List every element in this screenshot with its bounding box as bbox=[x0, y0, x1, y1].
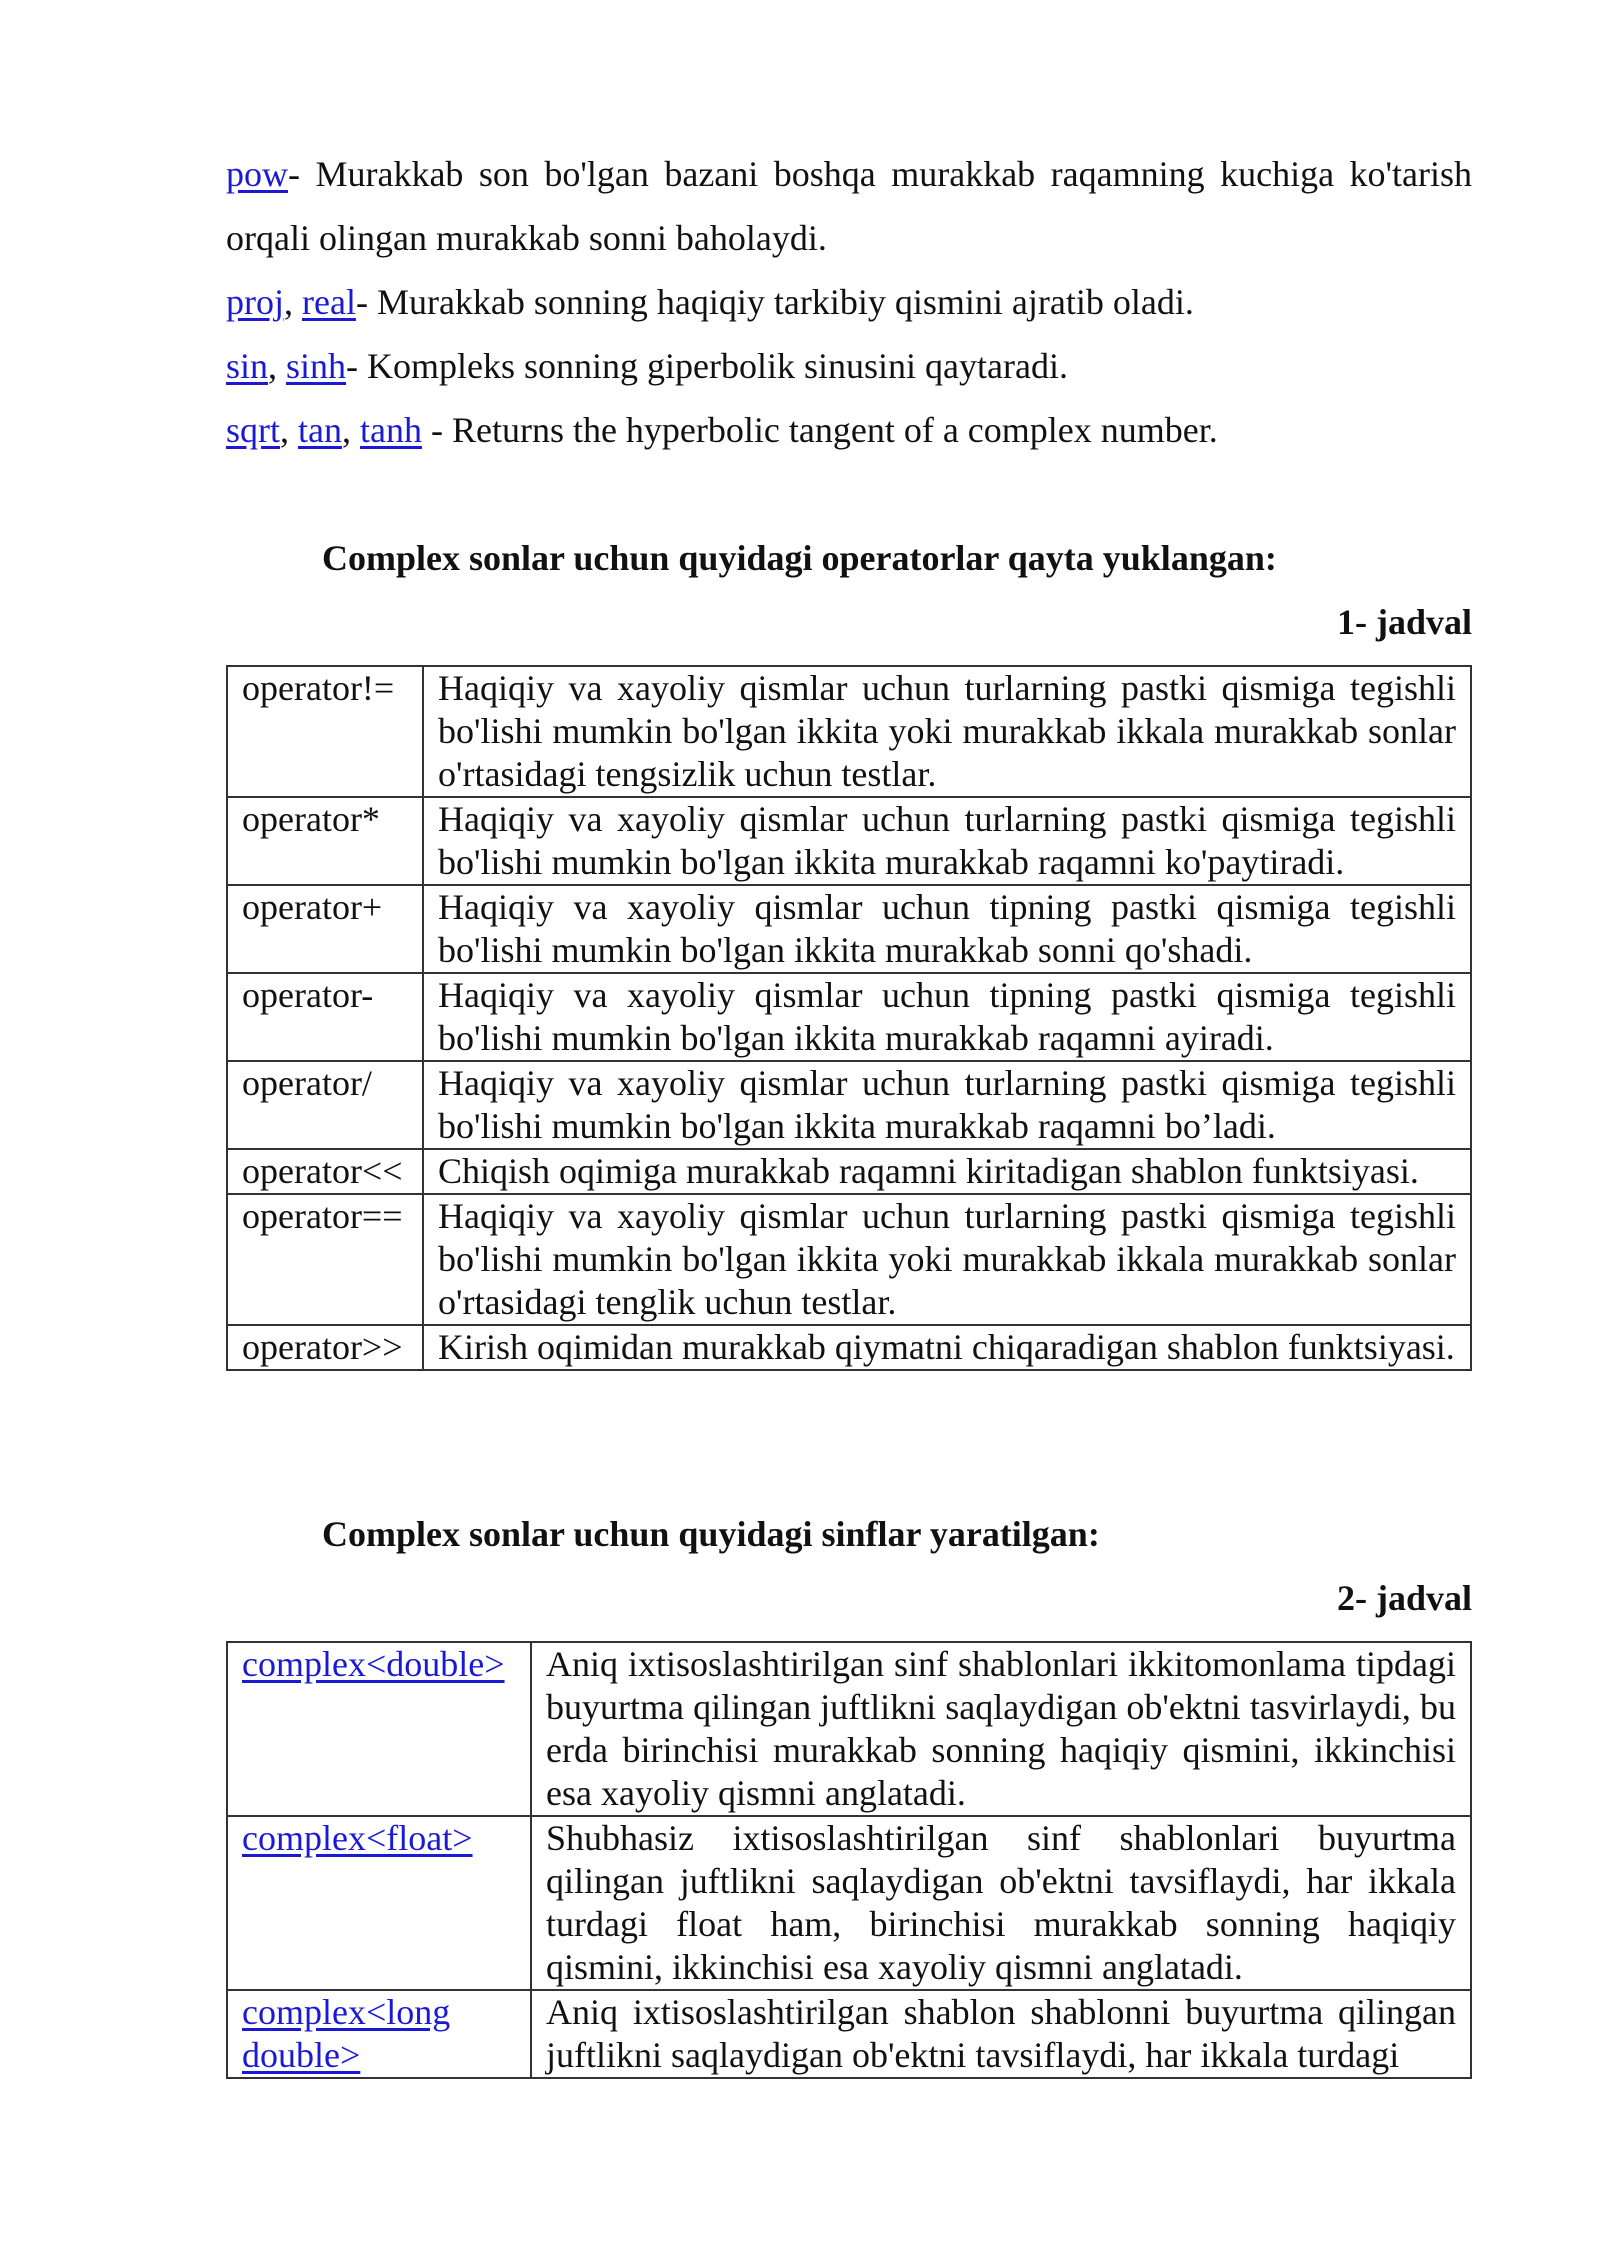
description-cell: Haqiqiy va xayoliy qismlar uchun tipning pastki qismiga tegishli bo'lishi mumkin bo'lgan ikkita murakkab sonni qo'shadi. bbox=[423, 885, 1471, 973]
link-real[interactable]: real bbox=[302, 282, 356, 322]
section2-heading: Complex sonlar uchun quyidagi sinflar yaratilgan: bbox=[322, 1514, 1100, 1554]
section1-heading: Complex sonlar uchun quyidagi operatorlar qayta yuklangan: bbox=[322, 538, 1277, 578]
table1-caption: 1- jadval bbox=[1337, 602, 1472, 642]
description-cell: Haqiqiy va xayoliy qismlar uchun turlarning pastki qismiga tegishli bo'lishi mumkin bo'lgan ikkita yoki murakkab ikkala murakkab sonlar o'rtasidagi tengsizlik uchun testlar. bbox=[423, 666, 1471, 797]
intro-paragraph-pow bbox=[226, 142, 1472, 270]
table-row bbox=[227, 1325, 1471, 1370]
operator-cell: operator- bbox=[227, 973, 423, 1061]
table-row bbox=[227, 973, 1471, 1061]
link-complex-double[interactable]: complex<double> bbox=[242, 1644, 505, 1684]
table-row bbox=[227, 1061, 1471, 1149]
intro-paragraph-proj-real bbox=[226, 270, 1472, 334]
table-row bbox=[227, 666, 1471, 797]
class-cell bbox=[227, 1816, 531, 1990]
operator-cell: operator!= bbox=[227, 666, 423, 797]
intro-text-pow: - Murakkab son bo'lgan bazani boshqa murakkab raqamning kuchiga ko'tarish orqali olingan murakkab sonni baholaydi. bbox=[226, 154, 1472, 258]
table-row bbox=[227, 1990, 1471, 2078]
comma-separator: , bbox=[268, 346, 287, 386]
intro-text-tanh: - Returns the hyperbolic tangent of a complex number. bbox=[421, 410, 1218, 450]
operator-cell: operator>> bbox=[227, 1325, 423, 1370]
table-row bbox=[227, 1642, 1471, 1816]
link-tanh[interactable]: tanh bbox=[359, 410, 422, 450]
table-row bbox=[227, 797, 1471, 885]
operator-cell: operator+ bbox=[227, 885, 423, 973]
intro-text-sinh: - Kompleks sonning giperbolik sinusini qaytaradi. bbox=[346, 346, 1068, 386]
description-cell: Haqiqiy va xayoliy qismlar uchun tipning pastki qismiga tegishli bo'lishi mumkin bo'lgan ikkita murakkab raqamni ayiradi. bbox=[423, 973, 1471, 1061]
description-cell: Haqiqiy va xayoliy qismlar uchun turlarning pastki qismiga tegishli bo'lishi mumkin bo'lgan ikkita yoki murakkab ikkala murakkab sonlar o'rtasidagi tenglik uchun testlar. bbox=[423, 1194, 1471, 1325]
operator-cell: operator* bbox=[227, 797, 423, 885]
link-sin[interactable]: sin bbox=[226, 346, 269, 386]
link-complex-float[interactable]: complex<float> bbox=[242, 1818, 473, 1858]
intro-text-real: - Murakkab sonning haqiqiy tarkibiy qismini ajratib oladi. bbox=[355, 282, 1194, 322]
description-cell: Aniq ixtisoslashtirilgan sinf shablonlari ikkitomonlama tipdagi buyurtma qilingan juftlikni saqlaydigan ob'ektni tasvirlaydi, bu erda birinchisi murakkab sonning haqiqiy qismini, ikkinchisi esa xayoliy qismni anglatadi. bbox=[531, 1642, 1471, 1816]
link-proj[interactable]: proj bbox=[226, 282, 284, 322]
operator-cell: operator/ bbox=[227, 1061, 423, 1149]
link-tan[interactable]: tan bbox=[298, 410, 342, 450]
table2-caption: 2- jadval bbox=[1337, 1578, 1472, 1618]
comma-separator: , bbox=[280, 410, 298, 450]
intro-paragraph-sqrt-tan-tanh bbox=[226, 398, 1472, 462]
table-row bbox=[227, 1194, 1471, 1325]
table-row bbox=[227, 885, 1471, 973]
classes-table bbox=[226, 1641, 1472, 2079]
intro-paragraph-sin-sinh bbox=[226, 334, 1472, 398]
description-cell: Shubhasiz ixtisoslashtirilgan sinf shablonlari buyurtma qilingan juftlikni saqlaydigan ob'ektni tavsiflaydi, har ikkala turdagi float ham, birinchisi murakkab sonning haqiqiy qismini, ikkinchisi esa xayoliy qismni anglatadi. bbox=[531, 1816, 1471, 1990]
description-cell: Kirish oqimidan murakkab qiymatni chiqaradigan shablon funktsiyasi. bbox=[423, 1325, 1471, 1370]
class-cell bbox=[227, 1990, 531, 2078]
description-cell: Haqiqiy va xayoliy qismlar uchun turlarning pastki qismiga tegishli bo'lishi mumkin bo'lgan ikkita murakkab raqamni bo’ladi. bbox=[423, 1061, 1471, 1149]
class-cell bbox=[227, 1642, 531, 1816]
link-sqrt[interactable]: sqrt bbox=[226, 410, 280, 450]
operator-cell: operator== bbox=[227, 1194, 423, 1325]
table-row bbox=[227, 1149, 1471, 1194]
description-cell: Aniq ixtisoslashtirilgan shablon shablonni buyurtma qilingan juftlikni saqlaydigan ob'ektni tavsiflaydi, har ikkala turdagi bbox=[531, 1990, 1471, 2078]
comma-separator: , bbox=[284, 282, 302, 322]
link-pow[interactable]: pow bbox=[226, 154, 288, 194]
operator-cell: operator<< bbox=[227, 1149, 423, 1194]
comma-separator: , bbox=[341, 410, 360, 450]
link-sinh[interactable]: sinh bbox=[286, 346, 347, 386]
operators-table bbox=[226, 665, 1472, 1371]
table-row bbox=[227, 1816, 1471, 1990]
link-complex-long-double[interactable]: complex<long double> bbox=[242, 1992, 451, 2075]
description-cell: Haqiqiy va xayoliy qismlar uchun turlarning pastki qismiga tegishli bo'lishi mumkin bo'lgan ikkita murakkab raqamni ko'paytiradi. bbox=[423, 797, 1471, 885]
description-cell: Chiqish oqimiga murakkab raqamni kiritadigan shablon funktsiyasi. bbox=[423, 1149, 1471, 1194]
